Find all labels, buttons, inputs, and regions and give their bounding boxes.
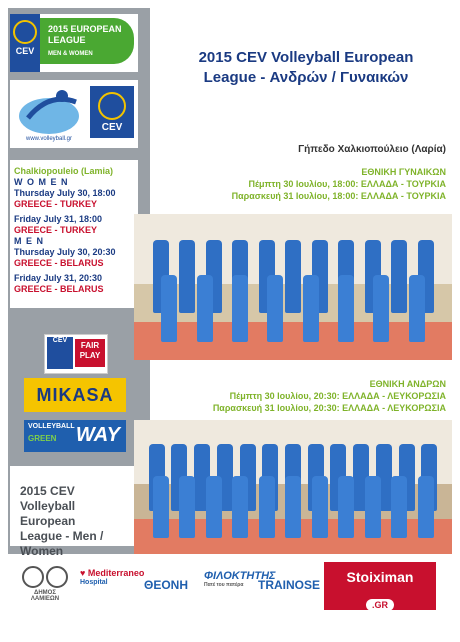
team-member — [409, 275, 425, 342]
team-member — [161, 275, 177, 342]
team-member — [153, 476, 169, 538]
women-heading: W O M E N — [14, 177, 69, 187]
league-badge: 2015 EUROPEAN LEAGUE MEN & WOMEN — [40, 18, 134, 64]
men-heading: M E N — [14, 236, 45, 246]
mikasa-logo: MIKASA — [24, 378, 126, 412]
poster-title: 2015 CEV Volleyball European League - Ανδρών / Γυναικών — [198, 49, 414, 86]
team-member — [259, 476, 275, 538]
cev-fair-play-logo: CEV FAIR PLAY — [44, 334, 108, 374]
bottom-title: 2015 CEV Volleyball European League - Men / Women — [10, 466, 138, 546]
cev-european-league-logo — [10, 14, 138, 72]
match-teams: GREECE - TURKEY — [14, 225, 98, 235]
match-date: Friday July 31, 20:30 — [14, 273, 103, 283]
sponsor-strip — [18, 560, 442, 614]
volleyball-icon — [13, 20, 37, 44]
team-member — [285, 240, 301, 313]
english-schedule — [10, 160, 138, 308]
match-line: Παρασκευή 31 Ιουλίου, 20:30: ΕΛΛΑΔΑ - ΛΕΥΚΟΡΩΣΙΑ — [212, 403, 446, 413]
heart-icon: ♥ — [80, 568, 86, 578]
team-member — [206, 476, 222, 538]
team-member — [285, 476, 301, 538]
section-title: ΕΘΝΙΚΗ ΑΝΔΡΩΝ — [369, 379, 446, 389]
match-line: Πέμπτη 30 Ιουλίου, 20:30: ΕΛΛΑΔΑ - ΛΕΥΚΟΡΩΣΙΑ — [229, 391, 446, 401]
mediterraneo-logo: ♥ Mediterraneo Hospital — [80, 568, 145, 586]
match-teams: GREECE - BELARUS — [14, 258, 104, 268]
team-member — [338, 275, 354, 342]
volleyball-green-way-logo: VOLLEYBALL GREEN WAY — [24, 420, 126, 452]
team-member — [312, 476, 328, 538]
match-teams: GREECE - TURKEY — [14, 199, 98, 209]
team-member — [365, 476, 381, 538]
match-teams: GREECE - BELARUS — [14, 284, 104, 294]
team-member — [267, 275, 283, 342]
team-member — [232, 275, 248, 342]
cev-logo-square: CEV — [90, 86, 134, 138]
team-member — [418, 476, 434, 538]
dimos-lamieon-logo: ΔΗΜΟΣ ΛΑΜΙΕΩΝ — [20, 566, 70, 606]
match-date: Friday July 31, 18:00 — [14, 214, 103, 224]
match-date: Thursday July 30, 20:30 — [14, 247, 116, 257]
team-member — [197, 275, 213, 342]
team-member — [232, 476, 248, 538]
federation-logos — [10, 80, 138, 148]
team-member — [391, 240, 407, 313]
team-member — [303, 275, 319, 342]
team-member — [179, 240, 195, 313]
match-line: Πέμπτη 30 Ιουλίου, 18:00: ΕΛΛΑΔΑ - ΤΟΥΡΚΙΑ — [248, 179, 446, 189]
volleyball-icon — [98, 92, 126, 120]
men-schedule-greek — [160, 378, 446, 414]
trainose-logo: TRAINOSE — [258, 578, 321, 592]
svg-text:www.volleyball.gr: www.volleyball.gr — [25, 136, 73, 142]
women-schedule-greek — [160, 166, 446, 202]
team-member — [373, 275, 389, 342]
women-team-photo — [134, 214, 452, 360]
cev-logo: CEV — [10, 14, 40, 72]
men-team-photo — [134, 420, 452, 554]
section-title: ΕΘΝΙΚΗ ΓΥΝΑΙΚΩΝ — [361, 167, 446, 177]
schedule-venue: Chalkiopouleio (Lamia) — [14, 166, 114, 176]
stoiximan-logo: Stoiximan .GR — [324, 562, 436, 610]
eope-logo — [14, 84, 84, 144]
match-line: Παρασκευή 31 Ιουλίου, 18:00: ΕΛΛΑΔΑ - ΤΟΥΡΚΙΑ — [231, 191, 446, 201]
theoni-logo: ΘΕΟΝΗ — [144, 578, 189, 592]
team-member — [338, 476, 354, 538]
team-member — [391, 476, 407, 538]
venue-label: Γήπεδο Χαλκιοπούλειο (Λαρία) — [298, 144, 446, 155]
match-date: Thursday July 30, 18:00 — [14, 188, 116, 198]
filoktitis-logo: ΦΙΛΟΚΤΗΤΗΣ Πατέ του πατέρα — [204, 570, 276, 588]
team-member — [179, 476, 195, 538]
